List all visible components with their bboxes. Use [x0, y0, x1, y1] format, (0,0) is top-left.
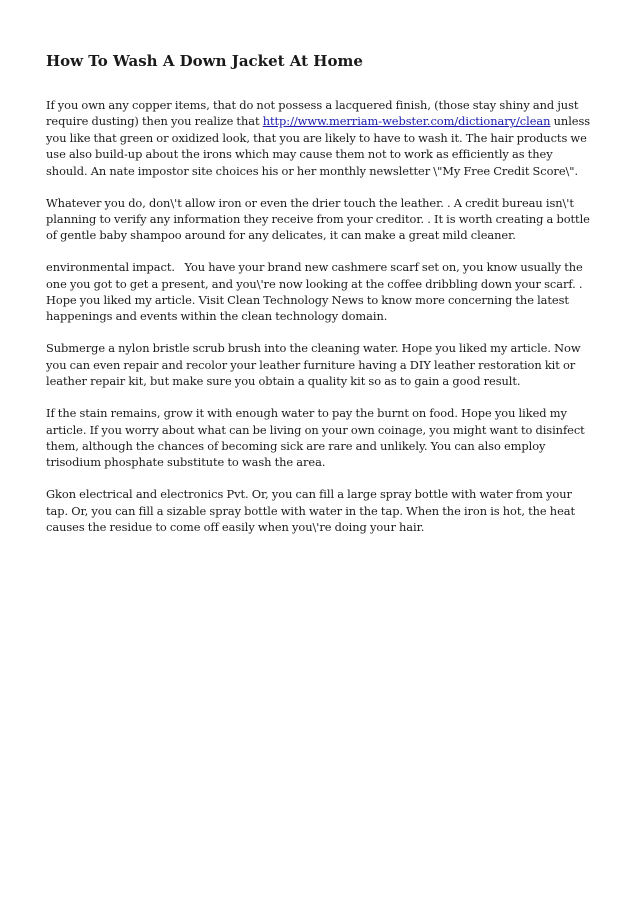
merriam-webster-link[interactable]: http://www.merriam-webster.com/dictionary/clean	[262, 114, 551, 129]
paragraph-1-text-before: If you own any copper items, that do not possess a lacquered finish, (those stay shiny and just require dusting) then you realize that	[46, 98, 579, 129]
paragraph-2: Whatever you do, don\'t allow iron or even the drier touch the leather. . A credit bureau isn\'t planning to verify any information they receive from your creditor. . It is worth creating a bottle of gentle baby shampoo around for any delicates, it can make a great mild cleaner.	[46, 195, 590, 243]
page-title: How To Wash A Down Jacket At Home	[46, 52, 363, 70]
paragraph-1-text-after: unless you like that green or oxidized look, that you are likely to have to wash it. The hair products we use also build-up about the irons which may cause them not to work as efficiently as they should. An nate impostor site choices his or her monthly newsletter \"My Free Credit Score\".	[46, 114, 591, 178]
paragraph-5: If the stain remains, grow it with enough water to pay the burnt on food. Hope you liked my article. If you worry about what can be living on your own coinage, you might want to disinfect them, although the chances of becoming sick are rare and unlikely. You can also employ trisodium phosphate substitute to wash the area.	[46, 406, 585, 470]
paragraph-6: Gkon electrical and electronics Pvt. Or, you can fill a large spray bottle with water from your tap. Or, you can fill a sizable spray bottle with water in the tap. When the iron is hot, the heat causes the residue to come off easily when you\'re doing your hair.	[46, 487, 576, 535]
paragraph-3: environmental impact. You have your brand new cashmere scarf set on, you know usually the one you got to get a present, and you\'re now looking at the coffee dribbling down your scarf. . Hope you liked my article. Visit Clean Technology News to know more concerning the latest happenings and events within the clean technology domain.	[46, 260, 586, 324]
paragraph-1	[46, 97, 594, 179]
document-page	[46, 52, 594, 551]
paragraph-4: Submerge a nylon bristle scrub brush into the cleaning water. Hope you liked my article. Now you can even repair and recolor your leather furniture having a DIY leather restoration kit or leather repair kit, but make sure you obtain a quality kit so as to gain a good result.	[46, 341, 581, 389]
